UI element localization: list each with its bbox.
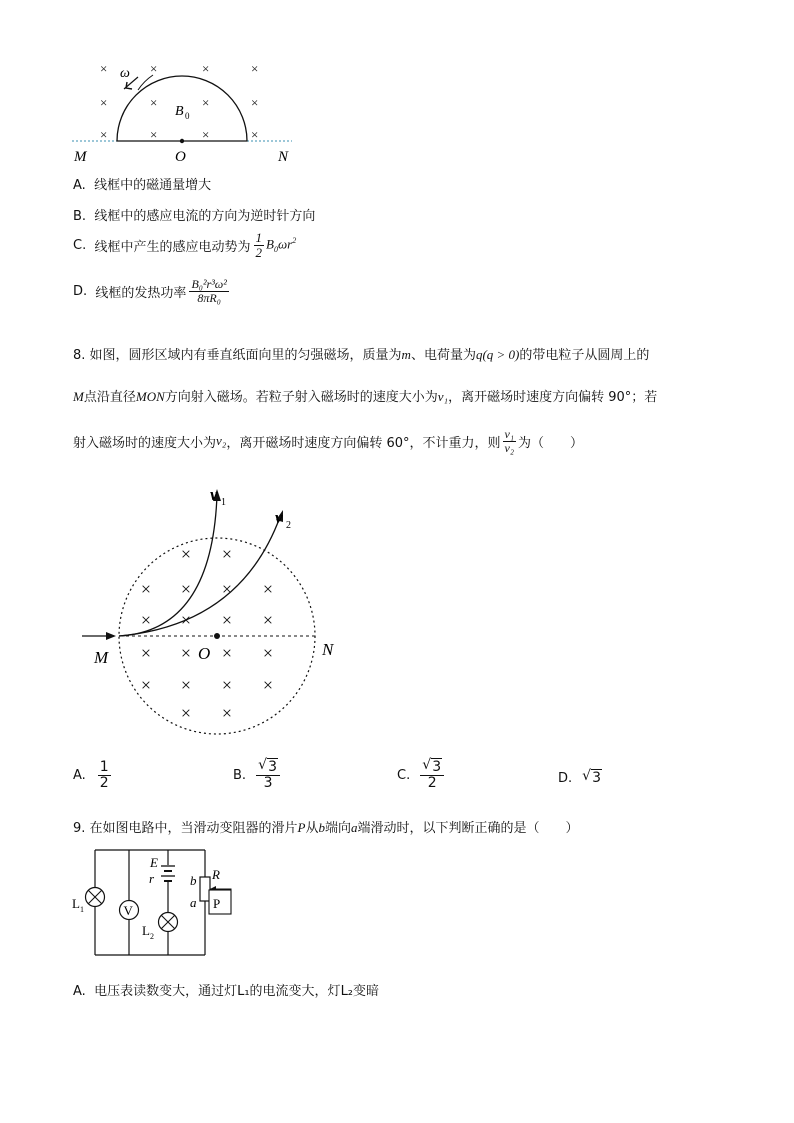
svg-text:×: ×	[262, 675, 274, 695]
svg-text:×: ×	[221, 675, 233, 695]
svg-text:×: ×	[180, 579, 192, 599]
field-sub: 0	[185, 111, 190, 121]
q8-option-c: C. √ 3 2	[397, 760, 444, 790]
q7-option-c: C. 线框中产生的感应电动势为 $\frac{1}{2}$ $B_0\omega r^2$	[73, 230, 297, 260]
svg-text:×: ×	[262, 579, 274, 599]
svg-text:×: ×	[180, 675, 192, 695]
cross: ×	[202, 127, 210, 142]
q9-stem: 9. 在如图电路中，当滑动变阻器的滑片P从b端向a端滑动时，以下判断正确的是（ ）	[73, 820, 579, 836]
svg-text:×: ×	[262, 643, 274, 663]
slider-P-label: P	[213, 896, 221, 911]
q7-option-b: B. 线框中的感应电流的方向为逆时针方向	[73, 209, 316, 224]
semicircle-field-figure	[70, 55, 300, 170]
cross: ×	[150, 61, 158, 76]
svg-text:×: ×	[180, 610, 192, 630]
field-label: B	[175, 104, 184, 119]
svg-text:×: ×	[262, 610, 274, 630]
cross: ×	[150, 95, 158, 110]
svg-text:×: ×	[221, 643, 233, 663]
end-b-label: b	[190, 873, 197, 888]
lamp-L1-label: L	[72, 896, 80, 911]
cross: ×	[150, 127, 158, 142]
svg-text:×: ×	[180, 703, 192, 723]
cross: ×	[100, 61, 108, 76]
cross: ×	[202, 61, 210, 76]
q9-option-a: A. 电压表读数变大，通过灯L₁的电流变大，灯L₂变暗	[73, 984, 380, 999]
q8-stem-line2: M点沿直径MON方向射入磁场。若粒子射入磁场时的速度大小为v₁，离开磁场时速度方向偏转 90°；若	[73, 389, 658, 405]
cross: ×	[100, 95, 108, 110]
svg-text:×: ×	[221, 703, 233, 723]
lamp-L2-label: L	[142, 923, 150, 938]
q8-stem-line1: 8. 如图，圆形区域内有垂直纸面向里的匀强磁场，质量为m、电荷量为q(q > 0)的带电粒子从圆周上的	[73, 347, 650, 363]
q7-option-d: D. 线框的发热功率 $\frac{\text{B₀²r³ω²}}{\text{8πR₀}}$	[73, 277, 227, 305]
svg-text:×: ×	[221, 544, 233, 564]
q8-stem-line3: 射入磁场时的速度大小为 v₂ ，离开磁场时速度方向偏转 60°，不计重力，则 $\frac{\text{v₁}}{\text{v₂}}$ 为（ ）	[73, 427, 584, 455]
label-M: M	[74, 149, 87, 165]
v1-sub: 1	[221, 497, 226, 508]
v2-label: v	[275, 508, 283, 527]
svg-text:×: ×	[140, 610, 152, 630]
svg-text:×: ×	[140, 675, 152, 695]
q8-option-b: B. √ 3 3	[233, 760, 280, 790]
label-O: O	[198, 644, 211, 663]
voltmeter-label: V	[123, 903, 133, 918]
q8-option-a: A. $\frac{1}{2}$	[73, 759, 109, 791]
q8-option-d: D. √ 3	[558, 768, 602, 786]
label-M: M	[94, 648, 109, 667]
lamp-L2-sub: 2	[150, 932, 154, 941]
internal-r-label: r	[149, 871, 155, 886]
label-O: O	[175, 149, 186, 165]
q7-option-a: A. 线框中的磁通量增大	[73, 178, 212, 193]
svg-text:×: ×	[140, 643, 152, 663]
circuit-figure	[70, 845, 245, 960]
cross: ×	[251, 95, 259, 110]
cross: ×	[202, 95, 210, 110]
circle-field-figure	[80, 485, 360, 740]
lamp-L1-sub: 1	[80, 905, 84, 914]
svg-text:×: ×	[180, 643, 192, 663]
v1-label: v	[210, 485, 218, 504]
v2-sub: 2	[286, 520, 291, 531]
label-N: N	[278, 149, 289, 165]
rheostat-R-label: R	[212, 867, 220, 882]
cross: ×	[100, 127, 108, 142]
svg-text:×: ×	[221, 579, 233, 599]
omega-label: ω	[120, 66, 130, 81]
end-a-label: a	[190, 895, 197, 910]
cross: ×	[251, 61, 259, 76]
svg-text:×: ×	[140, 579, 152, 599]
field-crosses	[141, 544, 273, 723]
cross: ×	[251, 127, 259, 142]
svg-text:×: ×	[180, 544, 192, 564]
emf-label: E	[150, 855, 158, 870]
svg-text:×: ×	[221, 610, 233, 630]
label-N: N	[322, 640, 334, 659]
